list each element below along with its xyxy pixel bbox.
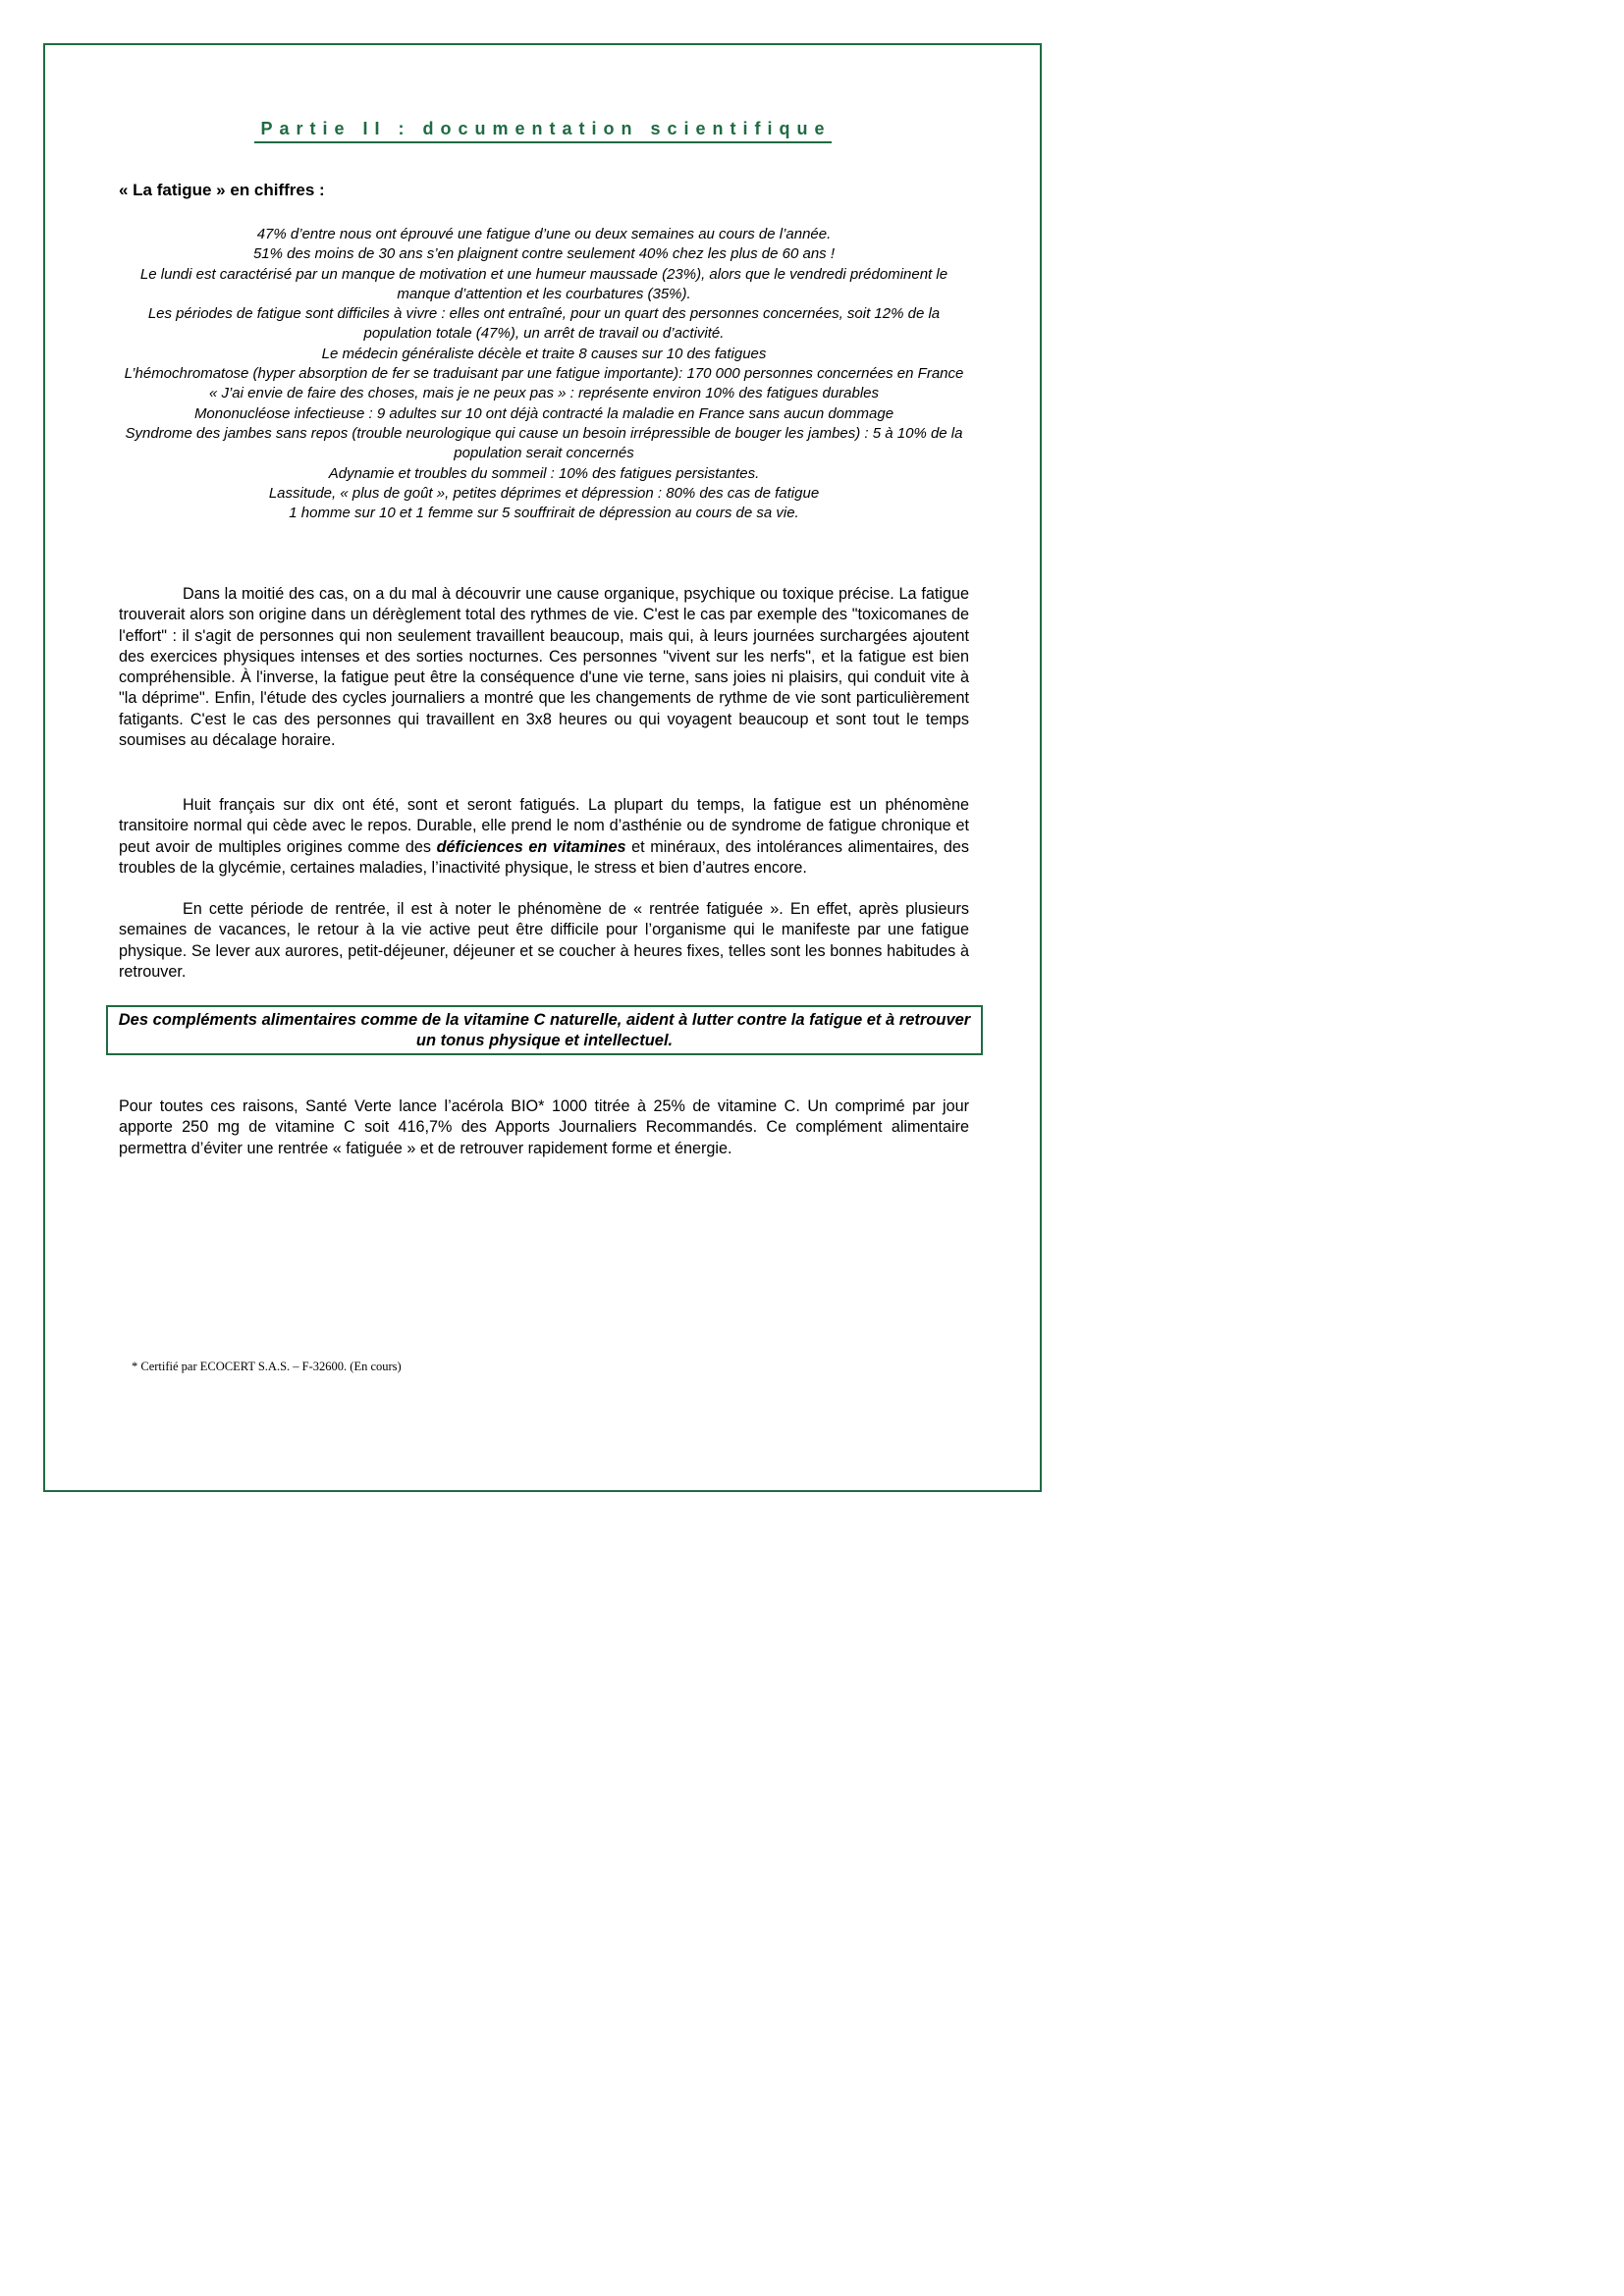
stats-list <box>119 225 969 523</box>
paragraph-causes: Dans la moitié des cas, on a du mal à découvrir une cause organique, psychique ou toxique précise. La fatigue trouverait alors son origine dans un dérèglement total des rythmes de vie. C'est le cas par exemple des "toxicomanes de l'effort" : il s'agit de personnes qui non seulement travaillent beaucoup, mais qui, à leurs journées surchargées ajoutent des exercices physiques intenses et des sorties nocturnes. Ces personnes "vivent sur les nerfs", et la fatigue est bien compréhensible. À l'inverse, la fatigue peut être la conséquence d'une vie terne, sans joies ni plaisirs, qui conduit vite à "la déprime". Enfin, l'étude des cycles journaliers a montré que les changements de rythme de vie sont particulièrement fatigants. C'est le cas des personnes qui travaillent en 3x8 heures ou qui voyagent beaucoup et sont tout le temps soumises au décalage horaire. <box>119 585 969 750</box>
stat-item: Les périodes de fatigue sont difficiles à vivre : elles ont entraîné, pour un quart des personnes concernées, soit 12% de la population totale (47%), un arrêt de travail ou d’activité. <box>147 305 941 343</box>
stat-item: Syndrome des jambes sans repos (trouble neurologique qui cause un besoin irrépressible de bouger les jambes) : 5 à 10% de la population serait concernés <box>125 424 963 462</box>
stat-item: « J’ai envie de faire des choses, mais je ne peux pas » : représente environ 10% des fatigues durables <box>208 385 880 402</box>
paragraph-rentree: En cette période de rentrée, il est à noter le phénomène de « rentrée fatiguée ». En effet, après plusieurs semaines de vacances, le retour à la vie active peut être difficile pour l’organisme qui le manifeste par une fatigue physique. Se lever aux aurores, petit-déjeuner, déjeuner et se coucher à heures fixes, telles sont les bonnes habitudes à retrouver. <box>119 900 969 981</box>
stat-item: L’hémochromatose (hyper absorption de fer se traduisant par une fatigue importante): 170 000 personnes concernées en France <box>124 365 964 383</box>
highlight-box <box>106 1005 983 1055</box>
stat-item: Le lundi est caractérisé par un manque de motivation et une humeur maussade (23%), alors que le vendredi prédominent le manque d’attention et les courbatures (35%). <box>139 265 948 302</box>
stat-item: Mononucléose infectieuse : 9 adultes sur 10 ont déjà contracté la maladie en France sans aucun dommage <box>193 404 894 422</box>
stat-item: Lassitude, « plus de goût », petites déprimes et dépression : 80% des cas de fatigue <box>268 484 820 502</box>
paragraph-statistics <box>119 795 969 879</box>
highlight-text: Des compléments alimentaires comme de la vitamine C naturelle, aident à lutter contre la fatigue et à retrouver un tonus physique et intellectuel. <box>118 1010 971 1049</box>
emphasis-text: déficiences en vitamines <box>436 837 626 856</box>
section-heading: « La fatigue » en chiffres : <box>119 181 325 199</box>
stat-item: Le médecin généraliste décèle et traite 8 causes sur 10 des fatigues <box>321 345 767 362</box>
page-title-text: Partie II : documentation scientifique <box>254 119 831 143</box>
paragraph-text: et minéraux, des intolérances alimentaires, des troubles de la glycémie, certaines maladies, l’inactivité physique, le stress et bien d’autres encore. <box>119 837 970 877</box>
stat-item: 1 homme sur 10 et 1 femme sur 5 souffrirait de dépression au cours de sa vie. <box>289 505 799 522</box>
paragraph-text: Huit français sur dix ont été, sont et seront fatigués. La plupart du temps, la fatigue est un phénomène transitoire normal qui cède avec le repos. Durable, elle prend le nom d’asthénie ou de syndrome de fatigue chronique et peut avoir de multiples origines comme des <box>119 796 969 856</box>
stat-item: Adynamie et troubles du sommeil : 10% des fatigues persistantes. <box>328 464 760 482</box>
footnote: * Certifié par ECOCERT S.A.S. – F-32600. (En cours) <box>132 1360 402 1373</box>
stat-item: 47% d’entre nous ont éprouvé une fatigue d’une ou deux semaines au cours de l’année. <box>256 226 832 242</box>
stat-item: 51% des moins de 30 ans s’en plaignent contre seulement 40% chez les plus de 60 ans ! <box>252 245 836 263</box>
paragraph-product: Pour toutes ces raisons, Santé Verte lance l’acérola BIO* 1000 titrée à 25% de vitamine C. Un comprimé par jour apporte 250 mg de vitamine C soit 416,7% des Apports Journaliers Recommandés. Ce complément alimentaire permettra d’éviter une rentrée « fatiguée » et de retrouver rapidement forme et énergie. <box>119 1097 969 1157</box>
page-title <box>0 119 1086 139</box>
